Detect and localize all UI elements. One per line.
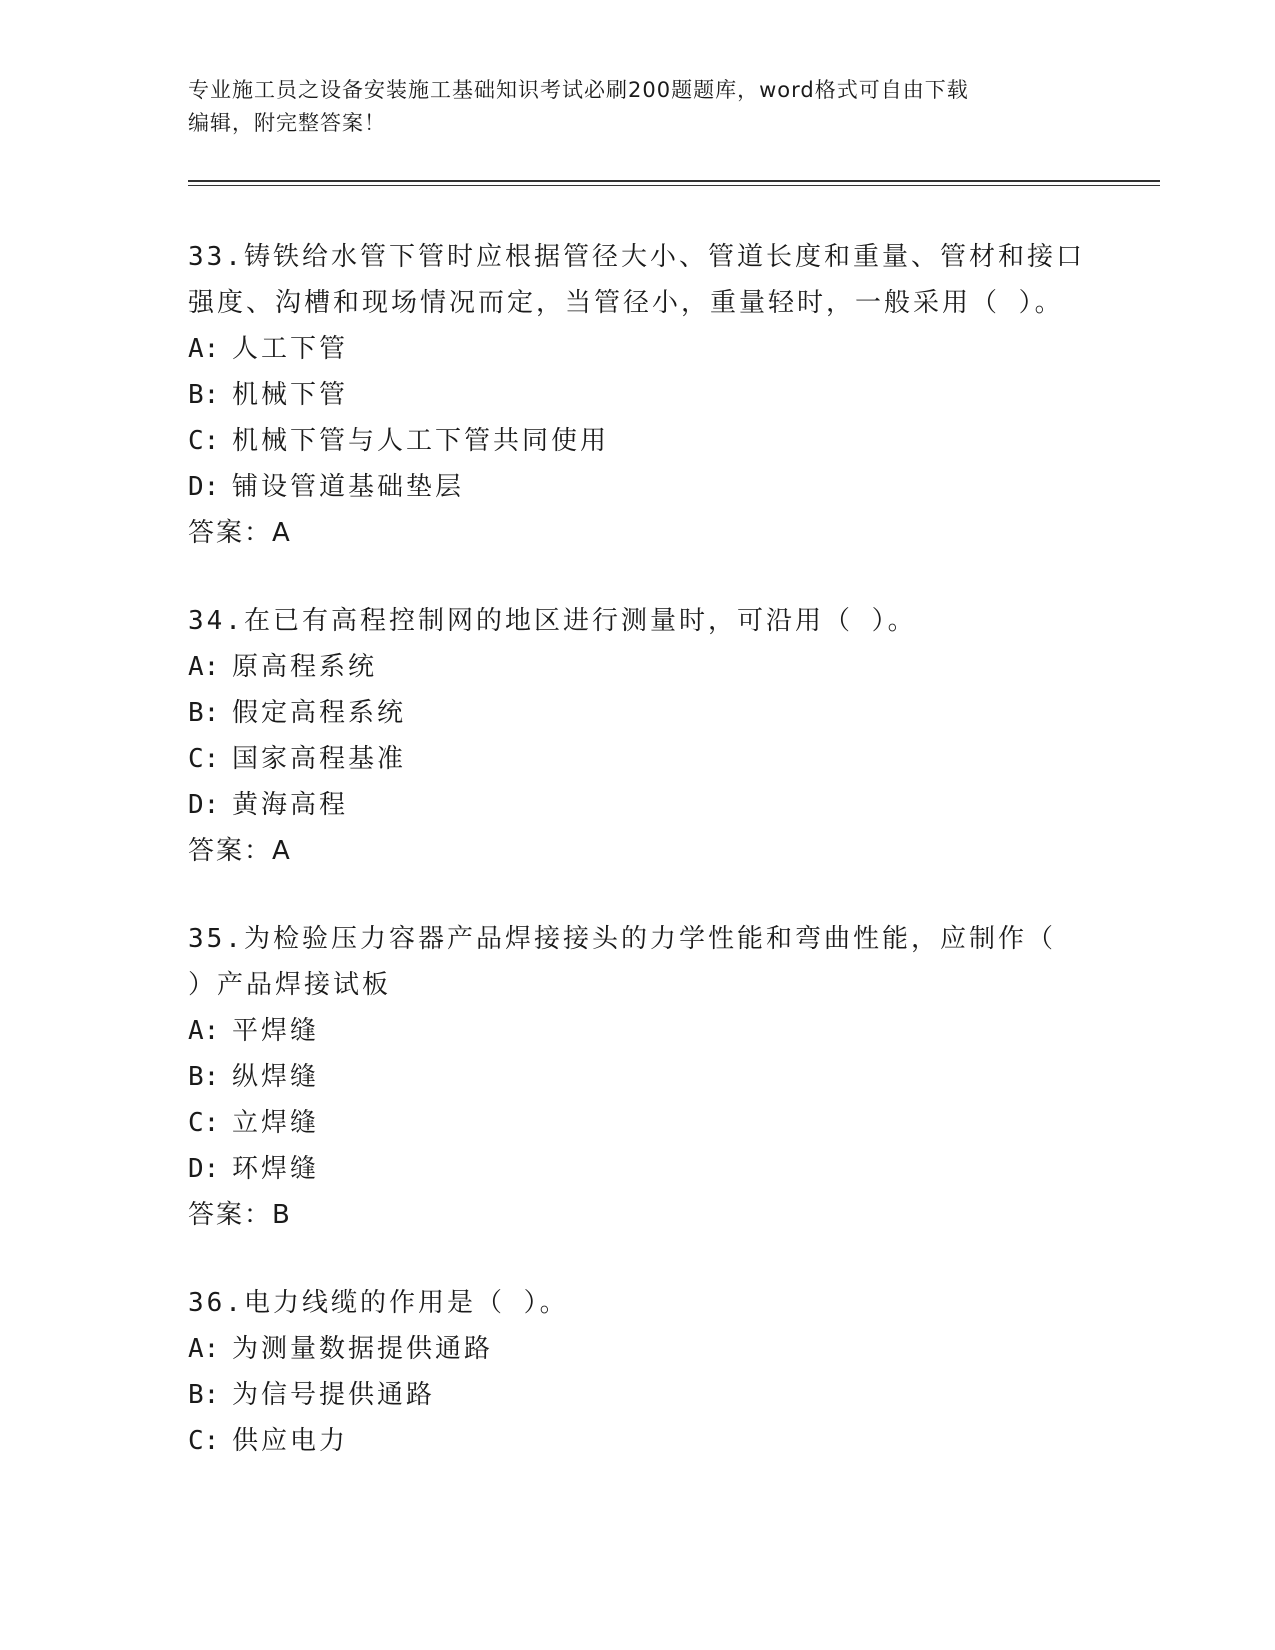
option-letter: A: [188,652,220,682]
question-34 [188,598,1088,874]
option-text: 纵焊缝 [232,1062,320,1092]
option-letter: B: [188,1062,220,1092]
option-letter: A: [188,334,220,364]
option-text: 原高程系统 [232,652,378,682]
header-divider-thick [188,180,1160,182]
option-c [188,1100,1088,1146]
option-text: 为测量数据提供通路 [232,1334,494,1364]
option-letter: C: [188,1108,220,1138]
option-text: 平焊缝 [232,1016,320,1046]
option-text: 国家高程基准 [232,744,407,774]
option-c [188,736,1088,782]
option-letter: C: [188,744,220,774]
header-divider-thin [188,185,1160,186]
option-text: 铺设管道基础垫层 [232,472,465,502]
option-text: 环焊缝 [232,1154,320,1184]
option-letter: B: [188,1380,220,1410]
answer-line: 答案：A [188,518,292,548]
option-a [188,1326,1088,1372]
option-b [188,1372,1088,1418]
question-stem-line-1: 34.在已有高程控制网的地区进行测量时，可沿用（ ）。 [188,606,917,636]
option-text: 供应电力 [232,1426,349,1456]
question-33 [188,234,1088,556]
option-c [188,418,1088,464]
option-letter: D: [188,472,220,502]
header-title-line-1: 专业施工员之设备安装施工基础知识考试必刷200题题库，word格式可自由下载 [188,78,969,102]
option-letter: C: [188,1426,220,1456]
option-letter: B: [188,698,220,728]
option-a [188,1008,1088,1054]
option-letter: C: [188,426,220,456]
header-title-line-2: 编辑，附完整答案！ [188,111,386,135]
option-d [188,1146,1088,1192]
option-c [188,1418,1088,1464]
question-stem-line-2: 强度、沟槽和现场情况而定，当管径小，重量轻时，一般采用（ ）。 [188,288,1064,318]
option-text: 机械下管 [232,380,349,410]
option-b [188,690,1088,736]
option-letter: D: [188,790,220,820]
question-stem-line-1: 36.电力线缆的作用是（ ）。 [188,1288,569,1318]
option-d [188,464,1088,510]
option-text: 机械下管与人工下管共同使用 [232,426,610,456]
option-text: 人工下管 [232,334,349,364]
option-letter: A: [188,1016,220,1046]
question-list [188,234,1088,1506]
option-text: 黄海高程 [232,790,349,820]
question-36 [188,1280,1088,1464]
question-stem-line-2: ）产品焊接试板 [188,970,392,1000]
option-b [188,1054,1088,1100]
question-stem-line-1: 33.铸铁给水管下管时应根据管径大小、管道长度和重量、管材和接口 [188,242,1085,272]
option-letter: B: [188,380,220,410]
option-a [188,644,1088,690]
answer-line: 答案：B [188,1200,292,1230]
document-header [188,74,1088,140]
option-letter: D: [188,1154,220,1184]
option-text: 为信号提供通路 [232,1380,436,1410]
question-stem-line-1: 35.为检验压力容器产品焊接接头的力学性能和弯曲性能，应制作（ [188,924,1056,954]
answer-line: 答案：A [188,836,292,866]
option-letter: A: [188,1334,220,1364]
option-a [188,326,1088,372]
question-35 [188,916,1088,1238]
option-b [188,372,1088,418]
option-d [188,782,1088,828]
option-text: 立焊缝 [232,1108,320,1138]
option-text: 假定高程系统 [232,698,407,728]
